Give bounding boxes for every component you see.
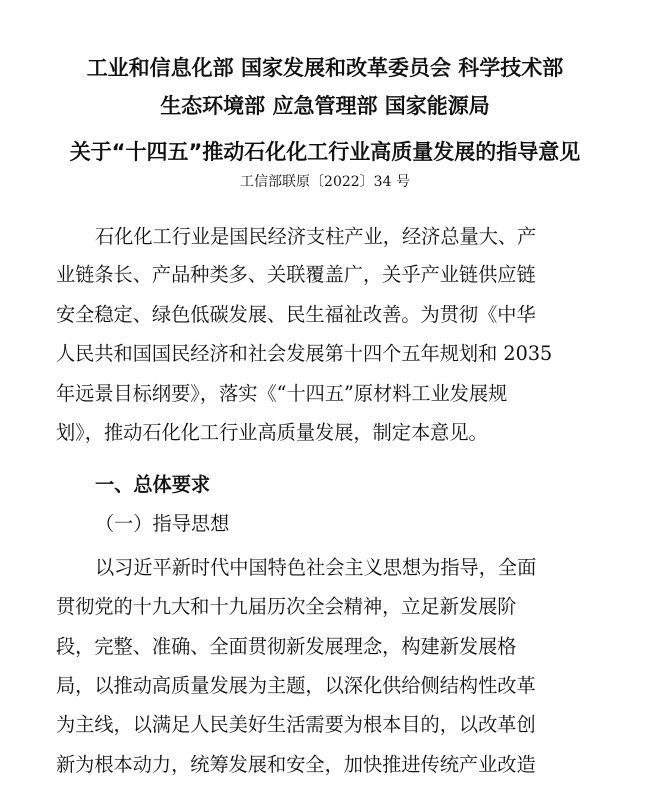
intro-line: 石化化工行业是国民经济支柱产业，经济总量大、产 [95, 225, 537, 248]
section-heading: 一、总体要求 [95, 473, 211, 496]
document-number: 工信部联原〔2022〕34 号 [240, 174, 410, 190]
intro-line: 年远景目标纲要》，落实《“十四五”原材料工业发展规 [56, 382, 508, 405]
guiding-ideology-line: 以习近平新时代中国特色社会主义思想为指导，全面 [95, 556, 537, 579]
intro-line: 人民共和国国民经济和社会发展第十四个五年规划和 2035 [56, 342, 553, 365]
intro-line: 划》，推动石化化工行业高质量发展，制定本意见。 [56, 421, 488, 444]
guiding-ideology-line: 段，完整、准确、全面贯彻新发展理念，构建新发展格 [56, 635, 517, 658]
intro-line: 业链条长、产品种类多、关联覆盖广，关乎产业链供应链 [56, 263, 536, 286]
guiding-ideology-line: 局，以推动高质量发展为主题，以深化供给侧结构性改革 [56, 674, 536, 697]
document-title: 关于“十四五”推动石化化工行业高质量发展的指导意见 [69, 140, 581, 164]
intro-line: 安全稳定、绿色低碳发展、民生福祉改善。为贯彻《中华 [56, 303, 536, 326]
issuing-departments-line-1: 工业和信息化部 国家发展和改革委员会 科学技术部 [86, 56, 564, 80]
subsection-heading: （一）指导思想 [95, 512, 230, 535]
guiding-ideology-line: 贯彻党的十九大和十九届历次全会精神，立足新发展阶 [56, 595, 517, 618]
issuing-departments-line-2: 生态环境部 应急管理部 国家能源局 [160, 94, 490, 118]
guiding-ideology-line: 新为根本动力，统筹发展和安全，加快推进传统产业改造 [56, 753, 536, 776]
guiding-ideology-line: 为主线，以满足人民美好生活需要为根本目的，以改革创 [56, 713, 536, 736]
